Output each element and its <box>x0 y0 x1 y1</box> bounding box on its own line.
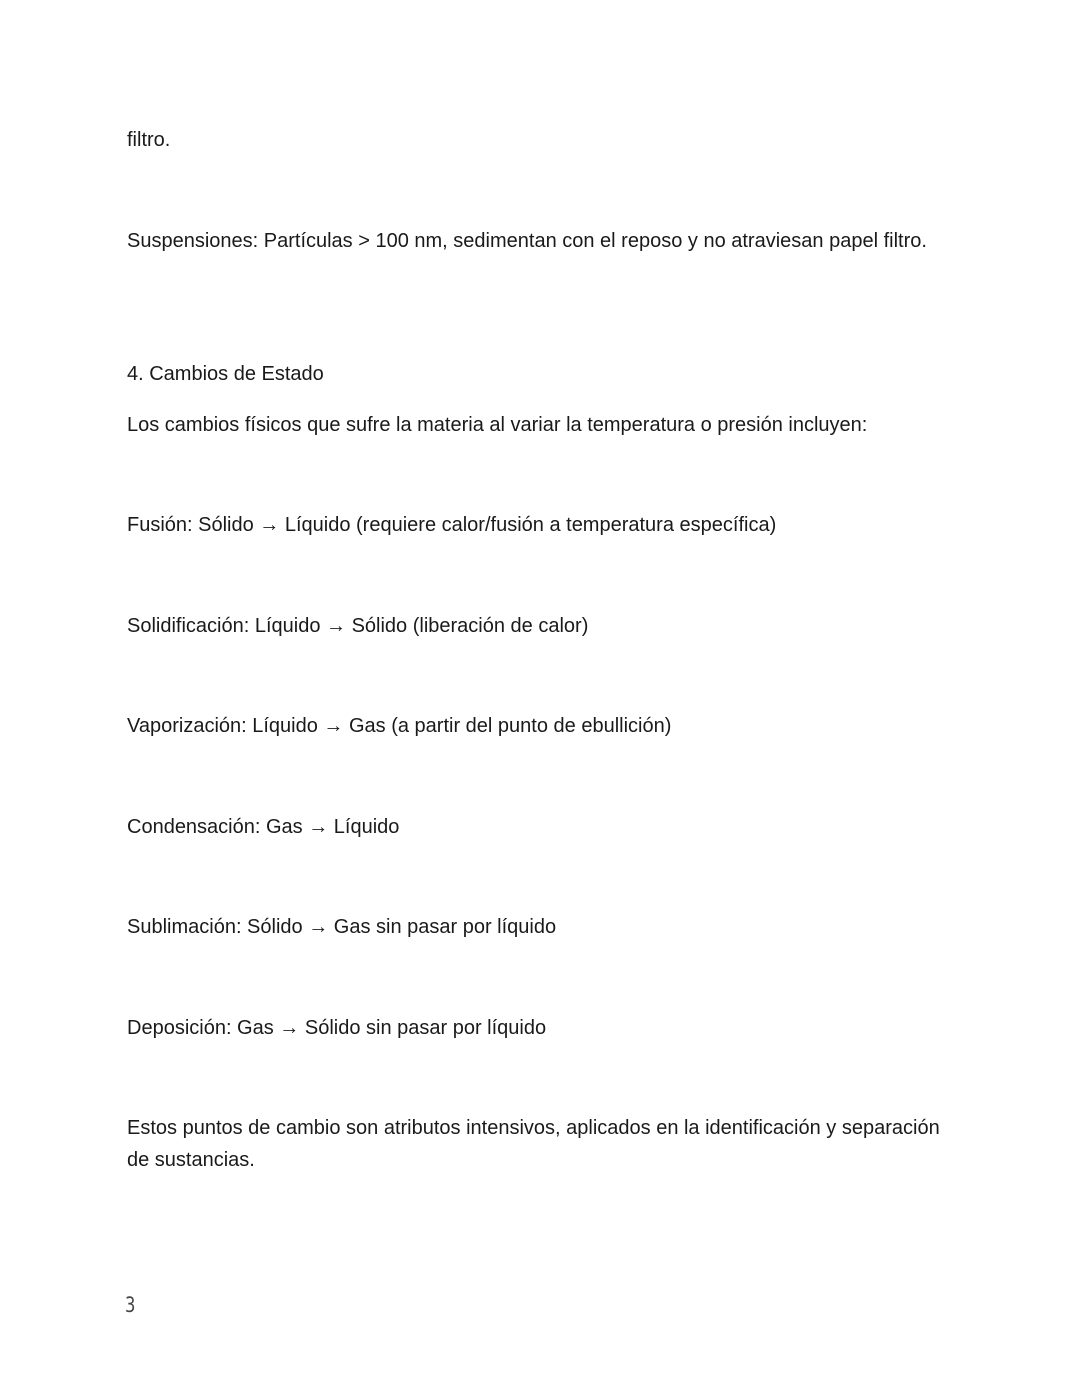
paragraph-conclusion: Estos puntos de cambio son atributos intensivos, aplicados en la identificación y separación de sustancias. <box>127 1117 940 1171</box>
paragraph-suspensiones: Suspensiones: Partículas > 100 nm, sedimentan con el reposo y no atraviesan papel filtro. <box>127 230 927 252</box>
paragraph-solidificacion: Solidificación: Líquido → Sólido (liberación de calor) <box>127 615 589 637</box>
section-heading-cambios-de-estado: 4. Cambios de Estado <box>127 363 324 385</box>
paragraph-filtro-continuation: filtro. <box>127 129 171 151</box>
page-number: 3 <box>125 1293 136 1317</box>
paragraph-vaporizacion: Vaporización: Líquido → Gas (a partir del punto de ebullición) <box>127 715 672 737</box>
paragraph-sublimacion: Sublimación: Sólido → Gas sin pasar por líquido <box>127 916 557 938</box>
paragraph-intro-cambios: Los cambios físicos que sufre la materia al variar la temperatura o presión incluyen: <box>127 414 868 436</box>
paragraph-fusion: Fusión: Sólido → Líquido (requiere calor/fusión a temperatura específica) <box>127 514 777 536</box>
paragraph-deposicion: Deposición: Gas → Sólido sin pasar por líquido <box>127 1017 547 1039</box>
paragraph-condensacion: Condensación: Gas → Líquido <box>127 816 400 838</box>
